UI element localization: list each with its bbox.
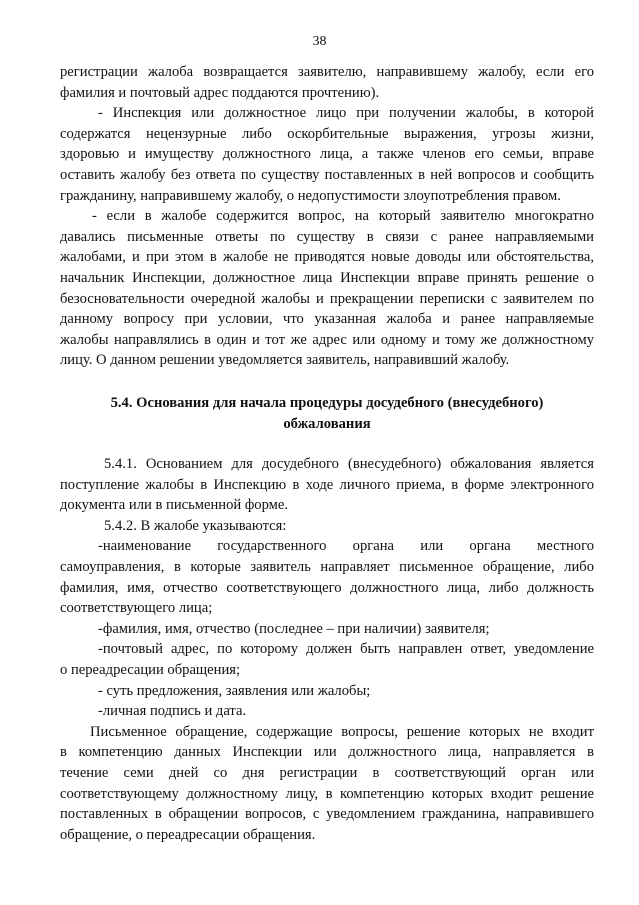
list-item-postal-address: [60, 639, 594, 680]
text-line: -личная подпись и дата.: [98, 703, 247, 720]
list-item-authority-name: [60, 536, 594, 618]
text-line: - Инспекция или должностное лицо при получении жалобы, в которой: [98, 105, 594, 122]
text-line: жалобами, и при этом в жалобе не приводятся новые доводы или обстоятельства,: [60, 249, 594, 266]
text-line: начальник Инспекции, должностное лица Инспекции вправе принять решение о: [60, 269, 594, 286]
text-line: -наименование государственного органа или органа местного: [98, 538, 594, 555]
text-line: здоровью и имуществу должностного лица, а также членов его семьи, вправе: [60, 146, 594, 163]
paragraph-obscene-complaint: [60, 103, 594, 206]
text-line: фамилия и почтовый адрес поддаются прочтению).: [60, 84, 380, 101]
text-line: регистрации жалоба возвращается заявителю, направившему жалобу, если его: [60, 64, 594, 80]
text-line: лицу. О данном решении уведомляется заявитель, направивший жалобу.: [60, 352, 510, 369]
text-line: -почтовый адрес, по которому должен быть направлен ответ, уведомление: [98, 641, 594, 658]
text-line: безосновательности очередной жалобы и прекращении переписки с заявителем по: [60, 290, 594, 307]
text-line: обращение, о переадресации обращения.: [60, 826, 316, 843]
page-number: 38: [312, 34, 327, 49]
paragraph-5-4-2: [60, 516, 594, 537]
document-body: [60, 62, 594, 845]
text-line: документа или в письменной форме.: [60, 497, 289, 514]
text-line: фамилия, имя, отчество соответствующего должностного лица, либо должность: [60, 579, 594, 596]
paragraph-5-4-1: [60, 454, 594, 516]
heading-line: обжалования: [283, 415, 371, 432]
paragraph-repeated-question: [60, 206, 594, 371]
list-item-essence: [60, 681, 594, 702]
text-line: в компетенцию данных Инспекции или должностного лица, направляется в: [60, 744, 594, 761]
text-line: гражданину, направившему жалобу, о недопустимости злоупотребления правом.: [60, 187, 561, 204]
list-item-applicant-name: [60, 619, 594, 640]
text-line: поступление жалобы в Инспекцию в ходе личного приема, в форме электронного: [60, 476, 594, 493]
text-line: соответствующего лица;: [60, 600, 213, 617]
text-line: 5.4.1. Основанием для досудебного (внесудебного) обжалования является: [104, 456, 594, 473]
text-line: Письменное обращение, содержащие вопросы, решение которых не входит: [90, 723, 594, 740]
text-line: жалобы направлялись в один и тот же адрес или одному и тому же должностному: [60, 331, 594, 348]
paragraph-return-complaint: [60, 62, 594, 103]
text-line: поставленных в обращении вопросов, с уведомлением гражданина, направившего: [60, 806, 594, 823]
text-line: - если в жалобе содержится вопрос, на который заявителю многократно: [92, 208, 594, 225]
section-heading: [60, 393, 594, 434]
heading-line: 5.4. Основания для начала процедуры досудебного (внесудебного): [110, 394, 544, 411]
list-item-signature-date: [60, 701, 594, 722]
text-line: давались письменные ответы по существу в связи с ранее направляемыми: [60, 228, 594, 245]
text-line: течение семи дней со дня регистрации в соответствующий орган или: [60, 765, 594, 781]
text-line: содержатся нецензурные либо оскорбительные выражения, угрозы жизни,: [60, 125, 594, 142]
text-line: данному вопросу при условии, что указанная жалоба и ранее направляемые: [60, 311, 594, 328]
text-line: соответствующему должностному лицу, в компетенцию которых входит решение: [60, 785, 594, 802]
text-line: 5.4.2. В жалобе указываются:: [104, 517, 287, 534]
text-line: -фамилия, имя, отчество (последнее – при наличии) заявителя;: [98, 620, 490, 637]
text-line: - суть предложения, заявления или жалобы;: [98, 682, 371, 699]
text-line: оставить жалобу без ответа по существу поставленных в ней вопросов и сообщить: [60, 166, 594, 183]
paragraph-redirect: [60, 722, 594, 846]
text-line: самоуправления, в которые заявитель направляет письменное обращение, либо: [60, 559, 594, 576]
text-line: о переадресации обращения;: [60, 662, 241, 679]
